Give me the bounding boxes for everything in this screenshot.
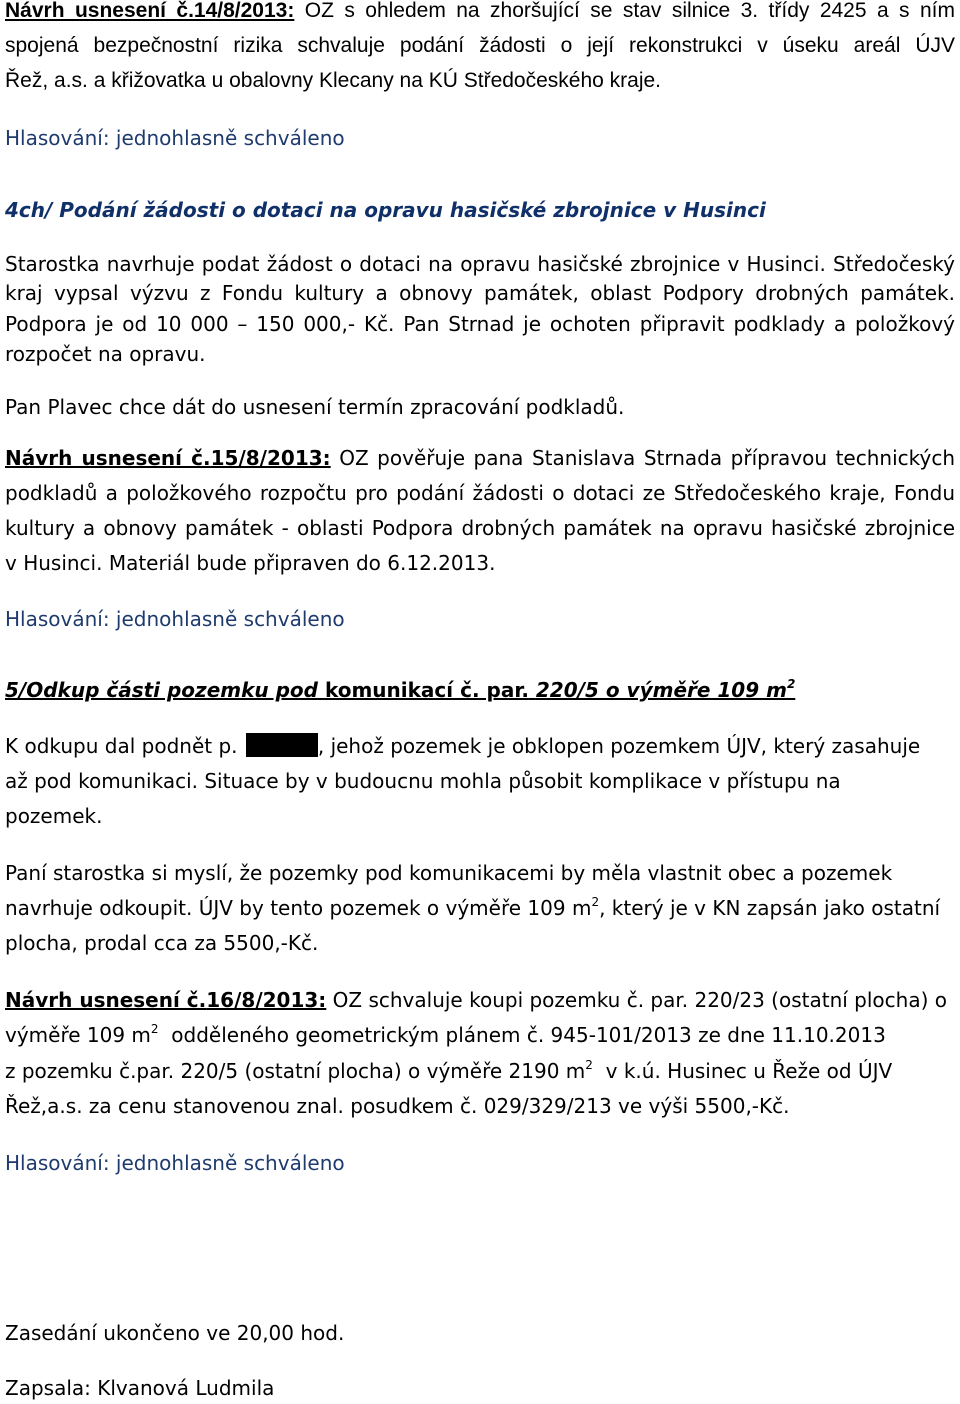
resolution-15-text-1: OZ pověřuje pana Stanislava Strnada přípravou technických: [339, 446, 956, 470]
section-5-para-1-line-1: K odkupu dal podnět p. , jehož pozemek je obklopen pozemkem ÚJV, který zasahuje: [5, 734, 921, 758]
resolution-15-line-4: v Husinci. Materiál bude připraven do 6.12.2013.: [5, 551, 496, 575]
section-4ch-para-2: Pan Plavec chce dát do usnesení termín zpracování podkladů.: [5, 395, 625, 419]
resolution-15-line-2: podkladů a položkového rozpočtu pro podání žádosti o dotaci ze Středočeského kraje, Fondu: [5, 481, 955, 505]
section-4ch-para-line-1: Starostka navrhuje podat žádost o dotaci na opravu hasičské zbrojnice v Husinci. Středočeský: [5, 252, 955, 276]
section-4ch-heading: 4ch/ Podání žádosti o dotaci na opravu hasičské zbrojnice v Husinci: [5, 198, 766, 222]
resolution-14-text-1: OZ s ohledem na zhoršující se stav silnice 3. třídy 2425 a s ním: [304, 0, 955, 22]
vote-result-14: Hlasování: jednohlasně schváleno: [5, 126, 345, 150]
recorder-note: Zapsala: Klvanová Ludmila: [5, 1376, 275, 1400]
resolution-14-line-3: Řež, a.s. a křižovatka u obalovny Klecany na KÚ Středočeského kraje.: [5, 69, 662, 92]
closing-note: Zasedání ukončeno ve 20,00 hod.: [5, 1321, 345, 1345]
resolution-15-line-1: [5, 445, 955, 471]
section-4ch-para-line-4: rozpočet na opravu.: [5, 342, 206, 366]
resolution-16-label: Návrh usnesení č.16/8/2013:: [5, 988, 327, 1012]
redacted-name: [246, 733, 318, 757]
resolution-16-line-3: z pozemku č.par. 220/5 (ostatní plocha) o výměře 2190 $m^2$ v k.ú. Husinec u Řeže od ÚJV: [5, 1058, 893, 1083]
section-5-para-1-line-2: až pod komunikaci. Situace by v budoucnu mohla působit komplikace v přístupu na: [5, 769, 841, 793]
resolution-16-line-4: Řež,a.s. za cenu stanovenou znal. posudkem č. 029/329/213 ve výši 5500,-Kč.: [5, 1094, 790, 1118]
vote-result-15: Hlasování: jednohlasně schváleno: [5, 607, 345, 631]
section-5-para-1-line-3: pozemek.: [5, 804, 103, 828]
resolution-16-line-1: Návrh usnesení č.16/8/2013: OZ schvaluje koupi pozemku č. par. 220/23 (ostatní plocha) o: [5, 988, 947, 1012]
section-4ch-para-line-2: kraj vypsal výzvu z Fondu kultury a obnovy památek, oblast Podpory drobných památek.: [5, 281, 955, 305]
section-4ch-para-line-3: Podpora je od 10 000 – 150 000,- Kč. Pan Strnad je ochoten připravit podklady a položkový: [5, 312, 955, 336]
resolution-15-label: Návrh usnesení č.15/8/2013:: [5, 446, 331, 470]
resolution-14-label: Návrh usnesení č.14/8/2013:: [5, 0, 295, 22]
resolution-14-line-1: [5, 0, 955, 24]
section-5-para-2-line-2: navrhuje odkoupit. ÚJV by tento pozemek o výměře 109 $m^2$, který je v KN zapsán jako ostatní: [5, 895, 941, 920]
section-5-para-2-line-3: plocha, prodal cca za 5500,-Kč.: [5, 931, 319, 955]
section-5-heading: 5/Odkup části pozemku pod komunikací č. par. 220/5 o výměře 109 $m^2$: [5, 677, 796, 702]
section-5-para-2-line-1: Paní starostka si myslí, že pozemky pod komunikacemi by měla vlastnit obec a pozemek: [5, 861, 893, 885]
vote-result-16: Hlasování: jednohlasně schváleno: [5, 1151, 345, 1175]
resolution-16-line-2: výměře 109 $m^2$ odděleného geometrickým plánem č. 945-101/2013 ze dne 11.10.2013: [5, 1022, 886, 1047]
resolution-14-line-2: spojená bezpečnostní rizika schvaluje podání žádosti o její rekonstrukci v úseku areál ÚJV: [5, 34, 955, 57]
resolution-15-line-3: kultury a obnovy památek - oblasti Podpora drobných památek na opravu hasičské zbrojnice: [5, 516, 955, 540]
